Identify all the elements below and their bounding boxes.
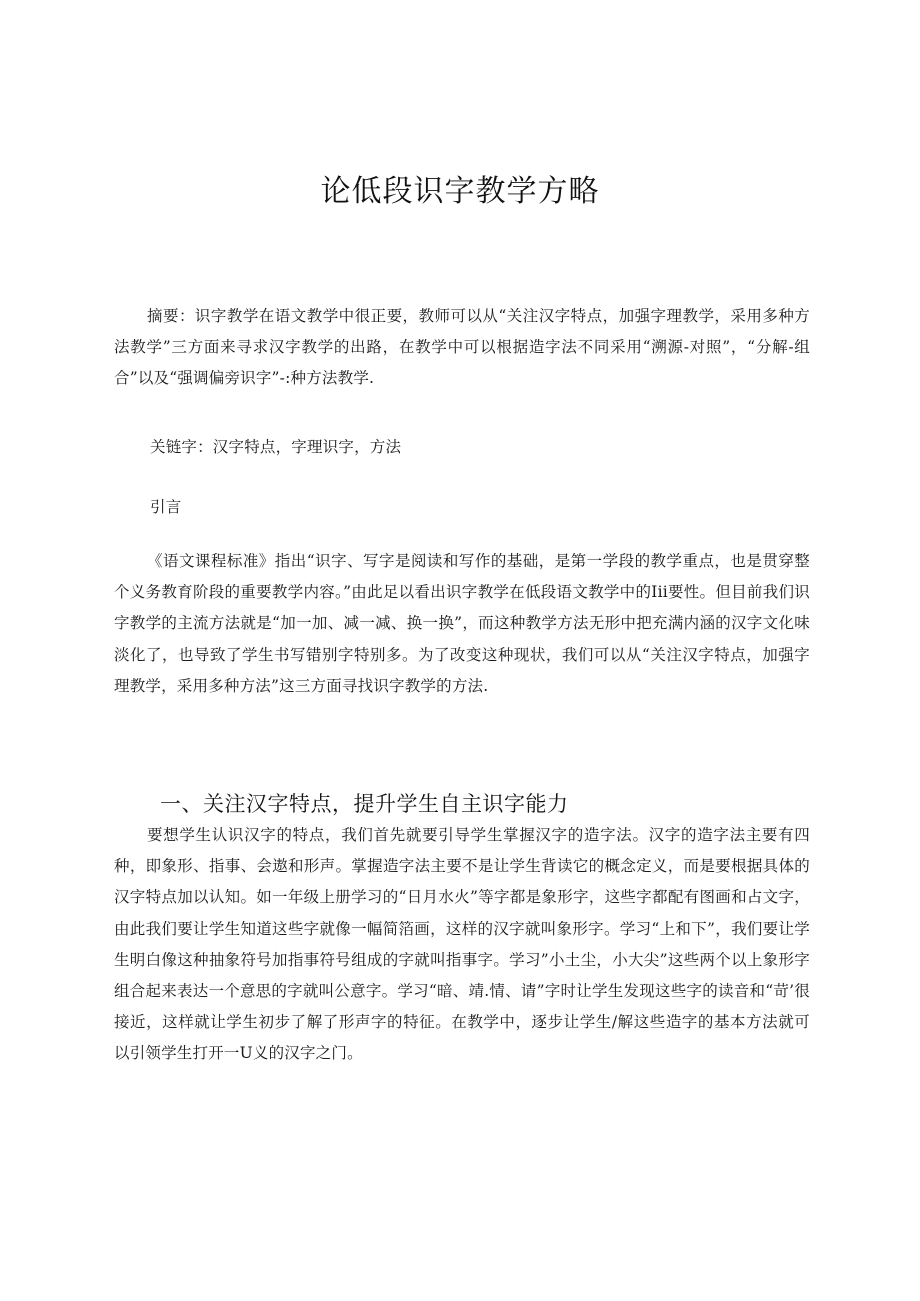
document-title: 论低段识字教学方略 <box>320 174 600 209</box>
section-1-paragraph: 要想学生认识汉字的特点，我们首先就要引导学生掌握汉字的造字法。汉字的造字法主要有四种，即象形、指事、会遨和形声。掌握造字法主要不是让学生背读它的概念定义，而是要根据具体的汉字特点加以认知。如一年级上册学习的“日月水火”等字都是象形字，这些字都配有图画和占文字，由此我们要让学生知道这些字就像一幅简箔画，这样的汉字就叫象形字。学习“上和下”，我们要让学生明白像这种抽象符号加指事符号组成的字就叫指事字。学习”小土尘，小大尖”这些两个以上象形字组合起来表达一个意思的字就叫公意字。学习“暗、靖.情、请”字时让学生发现这些字的读音和“苛’很接近，这样就让学生初步了解了形声字的特征。在教学中，逐步让学生/解这些造字的基本方法就可以引领学生打开一U义的汉字之门。 <box>114 826 810 1063</box>
section-1-heading: 一、关注汉字特点，提升学生自主识字能力 <box>160 792 569 816</box>
intro-heading: 引言 <box>150 498 182 516</box>
keywords-line: 关链字：汉字特点，字理识字，方法 <box>150 438 402 456</box>
abstract-paragraph: 摘要：识字教学在语文教学中很正要，教师可以从“关注汉字特点，加强字理教学，采用多种方法教学”三方面来寻求汉字教学的出路，在教学中可以根据造字法不同采用“溯源-对照”，“分解-组合”以及“强调偏旁识字”-:种方法教学. <box>114 307 810 388</box>
intro-paragraph: 《语文课程标准》指出“识字、写字是阅读和写作的基础，是第一学段的教学重点，也是贯穿整个义务教育阶段的重要教学内容。”由此足以看出识字教学在低段语文教学中的Iii要性。但目前我们识字教学的主流方法就是“加一加、减一减、换一换”，而这种教学方法无形中把充满内涵的汉字文化味淡化了，也导致了学生书写错别字特别多。为了改变这种现状，我们可以从“关注汉字特点，加强字理教学，采用多种方法”这三方面寻找识字教学的方法. <box>114 552 810 695</box>
